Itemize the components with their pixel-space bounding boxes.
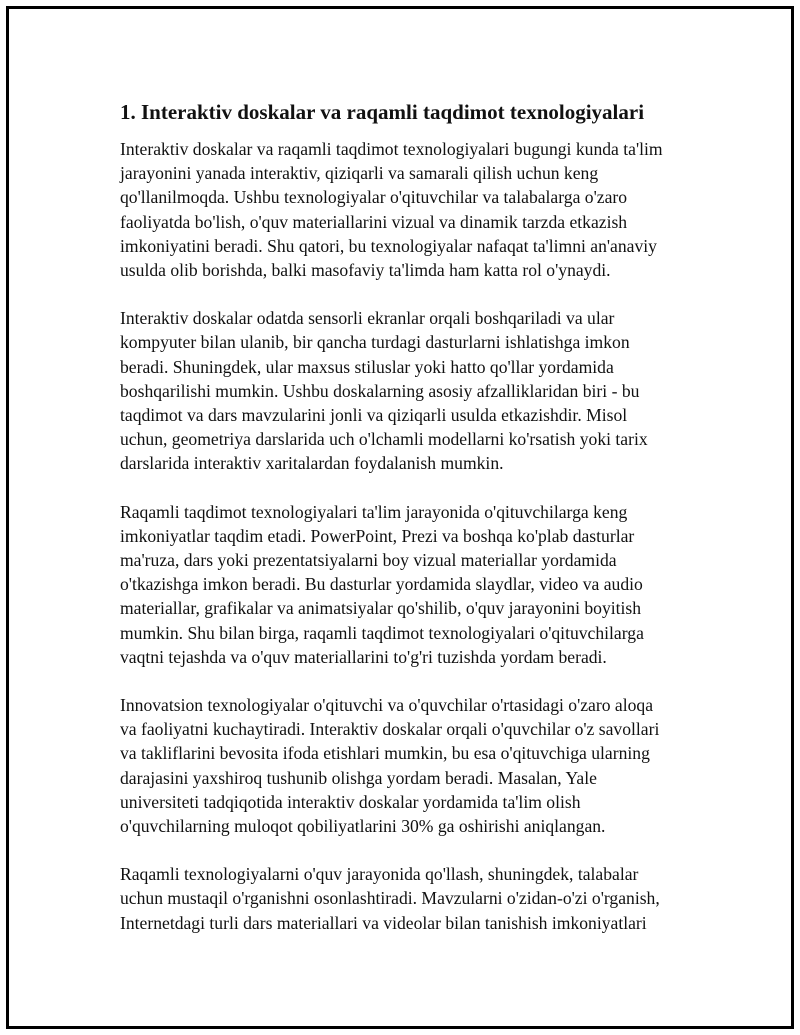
paragraph: [120, 862, 695, 935]
paragraph: [120, 693, 695, 838]
paragraph: [120, 306, 695, 475]
paragraph-line: darslarida interaktiv xaritalardan foydalanish mumkin.: [120, 453, 504, 474]
section-heading: 1. Interaktiv doskalar va raqamli taqdimot texnologiyalari: [120, 100, 645, 124]
page-frame: [6, 6, 794, 1029]
paragraph-line: taqdimot va dars mavzularini jonli va qiziqarli usulda etkazishdir. Misol: [120, 405, 628, 426]
document-body: [120, 99, 695, 959]
paragraph-line: materiallar, grafikalar va animatsiyalar qo'shilib, o'quv jarayonini boyitish: [120, 598, 642, 619]
paragraph-line: imkoniyatlar taqdim etadi. PowerPoint, Prezi va boshqa ko'plab dasturlar: [120, 525, 635, 546]
paragraph-line: usulda olib borishda, balki masofaviy ta'limda ham katta rol o'ynaydi.: [120, 260, 611, 281]
paragraph-line: kompyuter bilan ulanib, bir qancha turdagi dasturlarni ishlatishga imkon: [120, 332, 630, 353]
paragraph-list: [120, 137, 695, 935]
paragraph-line: Interaktiv doskalar odatda sensorli ekranlar orqali boshqariladi va ular: [120, 308, 615, 329]
paragraph-line: boshqarilishi mumkin. Ushbu doskalarning asosiy afzalliklaridan biri - bu: [120, 380, 640, 401]
paragraph-line: imkoniyatini beradi. Shu qatori, bu texnologiyalar nafaqat ta'limni an'anaviy: [120, 235, 657, 256]
paragraph-line: Innovatsion texnologiyalar o'qituvchi va o'quvchilar o'rtasidagi o'zaro aloqa: [120, 695, 654, 716]
paragraph-line: uchun mustaqil o'rganishni osonlashtiradi. Mavzularni o'zidan-o'zi o'rganish,: [120, 888, 660, 909]
paragraph-line: Internetdagi turli dars materiallari va videolar bilan tanishish imkoniyatlari: [120, 912, 647, 933]
paragraph: [120, 500, 695, 669]
paragraph-line: Interaktiv doskalar va raqamli taqdimot texnologiyalari bugungi kunda ta'lim: [120, 139, 663, 159]
paragraph-line: Raqamli texnologiyalarni o'quv jarayonida qo'llash, shuningdek, talabalar: [120, 864, 639, 885]
paragraph-line: va faoliyatni kuchaytiradi. Interaktiv doskalar orqali o'quvchilar o'z savollari: [120, 719, 660, 740]
paragraph-line: jarayonini yanada interaktiv, qiziqarli va samarali qilish uchun keng: [120, 163, 599, 184]
paragraph-line: qo'llanilmoqda. Ushbu texnologiyalar o'qituvchilar va talabalarga o'zaro: [120, 187, 628, 208]
paragraph: [120, 137, 695, 282]
paragraph-line: mumkin. Shu bilan birga, raqamli taqdimot texnologiyalari o'qituvchilarga: [120, 622, 644, 643]
paragraph-line: o'tkazishga imkon beradi. Bu dasturlar yordamida slaydlar, video va audio: [120, 574, 643, 595]
paragraph-line: va takliflarini bevosita ifoda etishlari mumkin, bu esa o'qituvchiga ularning: [120, 743, 650, 764]
paragraph-line: o'quvchilarning muloqot qobiliyatlarini 30% ga oshirishi aniqlangan.: [120, 816, 606, 837]
paragraph-line: vaqtni tejashda va o'quv materiallarini to'g'ri tuzishda yordam beradi.: [120, 646, 607, 667]
paragraph-line: darajasini yaxshiroq tushunib olishga yordam beradi. Masalan, Yale: [120, 767, 597, 788]
paragraph-line: beradi. Shuningdek, ular maxsus stiluslar yoki hatto qo'llar yordamida: [120, 356, 614, 377]
paragraph-line: ma'ruza, dars yoki prezentatsiyalarni boy vizual materiallar yordamida: [120, 550, 617, 571]
paragraph-line: Raqamli taqdimot texnologiyalari ta'lim jarayonida o'qituvchilarga keng: [120, 501, 628, 522]
paragraph-line: uchun, geometriya darslarida uch o'lchamli modellarni ko'rsatish yoki tarix: [120, 429, 648, 450]
paragraph-line: faoliyatda bo'lish, o'quv materiallarini vizual va dinamik tarzda etkazish: [120, 211, 628, 232]
paragraph-line: universiteti tadqiqotida interaktiv doskalar yordamida ta'lim olish: [120, 791, 581, 812]
